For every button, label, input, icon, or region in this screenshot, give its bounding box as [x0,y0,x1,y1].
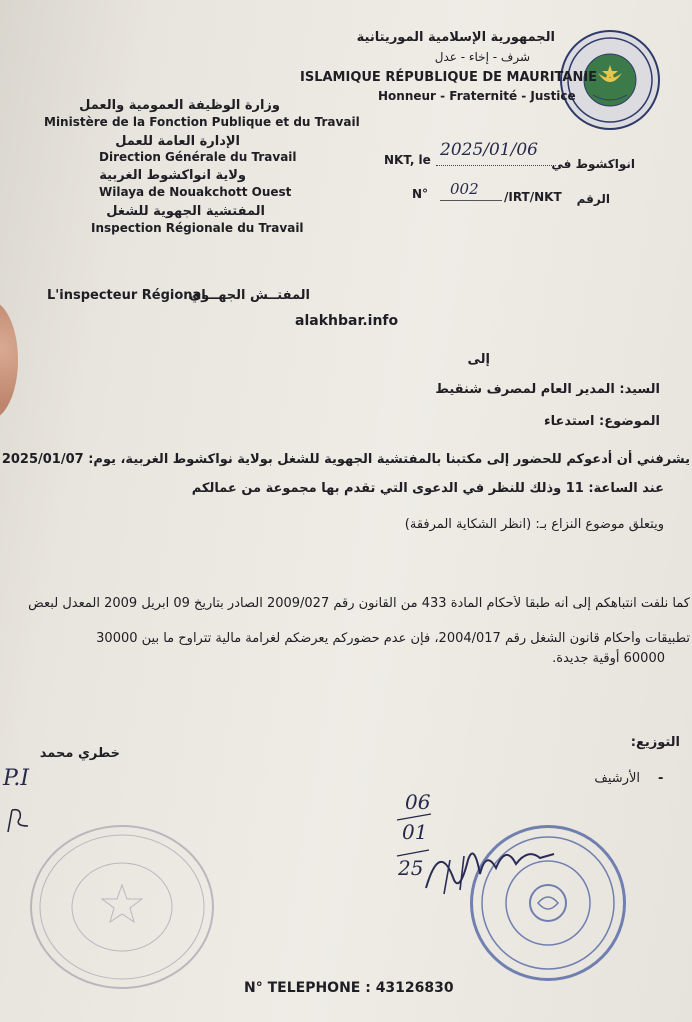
handwritten-day: 06 [405,790,431,814]
inspection-french: Inspection Régionale du Travail [91,221,304,235]
date-label-arabic: انواكشوط في [551,157,635,171]
inspection-stamp-faded [30,825,214,989]
distribution-archive: الأرشيف [594,771,640,786]
recipient-to: إلى [467,352,490,367]
legal-line-3: 60000 أوقية جديدة. [552,651,665,666]
signatory-pi: P.I [3,766,30,791]
country-name-french: ISLAMIQUE RÉPUBLIQUE DE MAURITANIE [300,70,598,85]
direction-arabic: الإدارة العامة للعمل [115,134,240,149]
manager-signature-icon [420,830,560,900]
country-name-arabic: الجمهورية الإسلامية الموريتانية [356,30,555,45]
sender-title-french: L'inspecteur Régional [47,288,206,303]
recipient-addressee: السيد: المدير العام لمصرف شنقيط [435,382,660,397]
handwritten-month: 01 [402,820,428,844]
ref-number-handwritten: 002 [450,180,479,198]
ref-label-arabic: الرقم [576,192,610,206]
date-underline [436,165,556,166]
direction-french: Direction Générale du Travail [99,150,297,164]
ministry-french: Ministère de la Fonction Publique et du Travail [44,115,360,129]
ref-underline [440,200,502,201]
handwritten-year: 25 [398,856,424,880]
signatory-name: خطري محمد [39,746,120,761]
date-handwritten: 2025/01/06 [440,140,538,160]
distribution-label: التوزيع: [630,735,680,750]
distribution-bullet: - [658,771,664,786]
ref-number-label: N° [412,187,429,201]
finger-shadow [0,300,18,420]
legal-line-2: تطبيقات وأحكام قانون الشغل رقم 2004/017، فإن عدم حضوركم يعرضكم لغرامة مالية تتراوح ما بين 30000 [96,631,690,646]
motto-french: Honneur - Fraternité - Justice [378,89,576,103]
stamp-emblem-icon [34,829,210,985]
wilaya-arabic: ولاية انواكشوط الغربية [99,168,246,183]
body-line-1: يشرفني أن أدعوكم للحضور إلى مكتبنا بالمفتشية الجهوية للشغل بولاية نواكشوط الغربية، يوم: 2025/01/07 [1,452,690,467]
body-line-3: ويتعلق موضوع النزاع بـ: (انظر الشكاية المرفقة) [404,517,664,532]
motto-arabic: شرف - إخاء - عدل [434,50,530,64]
watermark-text: alakhbar.info [295,313,399,329]
date-label-french: NKT, le [384,153,431,167]
sender-title-arabic: المفتــش الجهــوي [189,288,310,303]
legal-line-1: كما نلفت انتباهكم إلى أنه طبقا لأحكام المادة 433 من القانون رقم 2009/027 الصادر بتاريخ 09 ابريل 2009 المعدل لبعض [28,596,690,611]
ministry-arabic: وزارة الوظيفة العمومية والعمل [79,98,280,113]
inspection-arabic: المفتشية الجهوية للشغل [106,204,265,219]
subject-line: الموضوع: استدعاء [544,414,660,429]
wilaya-french: Wilaya de Nouakchott Ouest [99,185,292,199]
ref-suffix: /IRT/NKT [504,190,562,204]
body-line-2: عند الساعة: 11 وذلك للنظر في الدعوى التي تقدم بها مجموعة من عمالكم [191,481,664,496]
footer-telephone: N° TELEPHONE : 43126830 [244,980,454,996]
